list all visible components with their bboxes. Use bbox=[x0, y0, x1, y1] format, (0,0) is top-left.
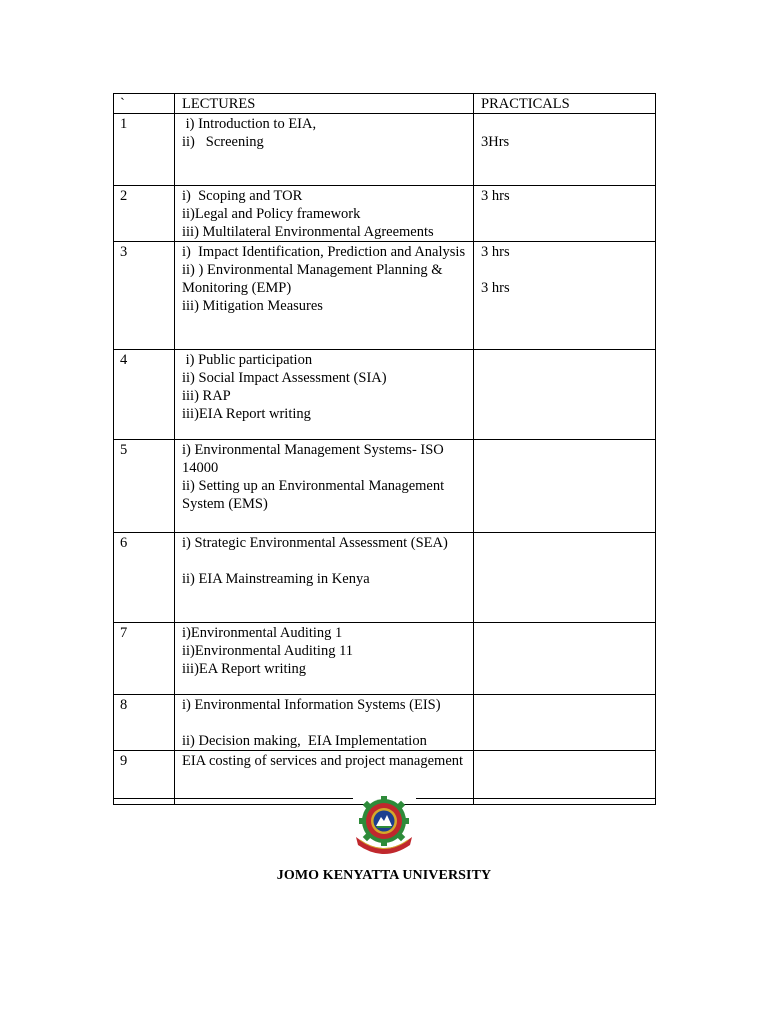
lectures-cell bbox=[175, 623, 474, 695]
lecture-topic: i) Impact Identification, Prediction and Analysis bbox=[182, 244, 466, 260]
lectures-cell bbox=[175, 242, 474, 350]
lectures-cell bbox=[175, 440, 474, 533]
practicals-cell bbox=[474, 350, 656, 440]
practicals-cell bbox=[474, 695, 656, 751]
lectures-cell bbox=[175, 114, 474, 186]
crest-gear bbox=[359, 796, 409, 846]
row-number-cell: 8 bbox=[114, 695, 175, 751]
lecture-topic: ii)Legal and Policy framework bbox=[182, 206, 361, 222]
row-number-cell: 7 bbox=[114, 623, 175, 695]
lecture-topic: iii) Multilateral Environmental Agreements bbox=[182, 224, 434, 240]
table-row bbox=[114, 242, 656, 350]
university-name: JOMO KENYATTA UNIVERSITY bbox=[276, 868, 492, 883]
row-number-cell: 3 bbox=[114, 242, 175, 350]
row-number-cell: 9 bbox=[114, 751, 175, 805]
lectures-cell bbox=[175, 186, 474, 242]
lectures-cell bbox=[175, 533, 474, 623]
header-number-cell: ` bbox=[114, 94, 175, 114]
lecture-topic: iii) RAP bbox=[182, 388, 231, 404]
university-crest-icon bbox=[350, 793, 418, 855]
lecture-topic: iii)EIA Report writing bbox=[182, 406, 311, 422]
course-schedule-table bbox=[113, 93, 656, 805]
table-row bbox=[114, 440, 656, 533]
lecture-topic: EIA costing of services and project management bbox=[182, 753, 464, 769]
lectures-cell bbox=[175, 350, 474, 440]
lecture-topic: ii) Screening bbox=[182, 134, 264, 150]
logo-area bbox=[0, 793, 768, 857]
footer-rule-left bbox=[113, 798, 353, 799]
lecture-topic: ii) ) Environmental Management Planning & Monitoring (EMP) bbox=[182, 262, 447, 296]
lecture-topic: ii) EIA Mainstreaming in Kenya bbox=[182, 571, 370, 587]
practical-hours: 3 hrs bbox=[481, 188, 510, 204]
table-row bbox=[114, 533, 656, 623]
row-number-cell: 5 bbox=[114, 440, 175, 533]
lecture-topic bbox=[182, 714, 466, 732]
lecture-topic: i) Environmental Information Systems (EIS) bbox=[182, 697, 441, 713]
lectures-cell bbox=[175, 695, 474, 751]
lecture-topic: ii) Social Impact Assessment (SIA) bbox=[182, 370, 387, 386]
schedule-body bbox=[114, 94, 656, 805]
row-number-cell: 1 bbox=[114, 114, 175, 186]
header-practicals-cell: PRACTICALS bbox=[474, 94, 656, 114]
practicals-cell bbox=[474, 242, 656, 350]
practical-hours: 3 hrs bbox=[481, 244, 510, 260]
practical-hours bbox=[481, 261, 648, 279]
lecture-topic: ii) Decision making, EIA Implementation bbox=[182, 733, 427, 749]
table-row bbox=[114, 350, 656, 440]
practicals-cell bbox=[474, 114, 656, 186]
table-row bbox=[114, 623, 656, 695]
practical-hours bbox=[481, 115, 648, 133]
header-row bbox=[114, 94, 656, 114]
lecture-topic: i) Scoping and TOR bbox=[182, 188, 303, 204]
table-row bbox=[114, 114, 656, 186]
practicals-cell bbox=[474, 533, 656, 623]
lecture-topic: i) Introduction to EIA, bbox=[182, 116, 317, 132]
lecture-topic: iii)EA Report writing bbox=[182, 661, 307, 677]
practicals-cell bbox=[474, 186, 656, 242]
row-number-cell: 4 bbox=[114, 350, 175, 440]
lecture-topic: ii) Setting up an Environmental Management System (EMS) bbox=[182, 478, 448, 512]
lecture-topic: i) Public participation bbox=[182, 352, 313, 368]
lecture-topic: iii) Mitigation Measures bbox=[182, 298, 323, 314]
table-row bbox=[114, 695, 656, 751]
footer-rule-right bbox=[416, 798, 655, 799]
lecture-topic: ii)Environmental Auditing 11 bbox=[182, 643, 354, 659]
lecture-topic: i) Environmental Management Systems- ISO 14000 bbox=[182, 442, 448, 476]
practical-hours: 3Hrs bbox=[481, 134, 510, 150]
practical-hours: 3 hrs bbox=[481, 280, 510, 296]
row-number-cell: 6 bbox=[114, 533, 175, 623]
row-number-cell: 2 bbox=[114, 186, 175, 242]
practicals-cell bbox=[474, 623, 656, 695]
table-row bbox=[114, 186, 656, 242]
practicals-cell bbox=[474, 440, 656, 533]
lecture-topic: i)Environmental Auditing 1 bbox=[182, 625, 343, 641]
header-lectures-cell: LECTURES bbox=[175, 94, 474, 114]
lecture-topic bbox=[182, 552, 466, 570]
lecture-topic: i) Strategic Environmental Assessment (SEA) bbox=[182, 535, 448, 551]
